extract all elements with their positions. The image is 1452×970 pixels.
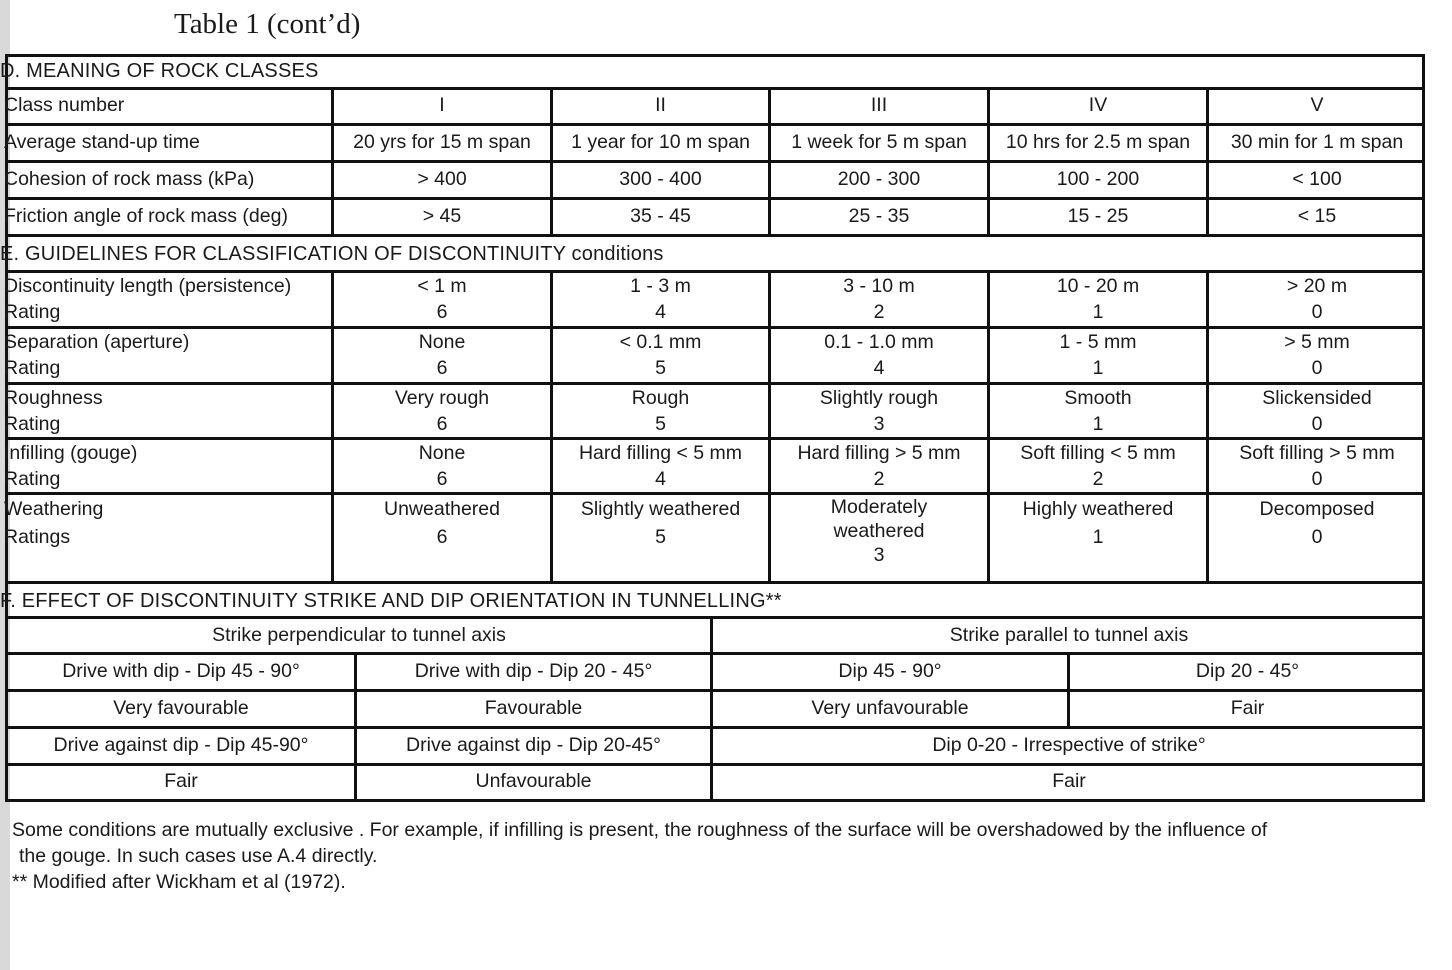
cell-value: > 400 [334,163,553,197]
condition: 0.1 - 1.0 mm [824,331,934,353]
cell-value [334,440,553,492]
cell-value [334,273,553,326]
cell-value: Favourable [357,692,713,726]
condition: Unweathered [384,498,500,520]
class-1: I [334,90,553,123]
cell-value [771,440,990,492]
cell-value: Dip 45 - 90° [713,655,1070,689]
row-label: Friction angle of rock mass (deg) [4,200,334,234]
condition-cont: weathered [833,520,925,542]
rating: 0 [1311,468,1323,490]
cell-value: Drive with dip - Dip 45 - 90° [8,655,357,689]
table-row [8,692,1422,729]
condition: 1 - 3 m [630,275,691,297]
cell-value [553,440,771,492]
condition: Hard filling > 5 mm [797,442,961,464]
section-e-title: E. GUIDELINES FOR CLASSIFICATION OF DISCONTINUITY conditions [0,243,664,265]
cell-value [990,385,1209,437]
cell-value: 35 - 45 [553,200,771,234]
cell-value [771,385,990,437]
cell-value: > 45 [334,200,553,234]
cell-value: Very favourable [8,692,357,726]
table-row [4,163,1422,200]
table-row [4,440,1422,495]
cell-value: Fair [1230,697,1265,719]
cell-value: 10 hrs for 2.5 m span [990,126,1209,160]
cell-value [771,273,990,326]
label-text: Weathering [4,498,104,520]
section-e-header [0,237,1422,273]
table-row [8,655,1422,692]
condition: Slightly rough [819,387,939,409]
rating: 4 [873,357,885,379]
cell-value: 30 min for 1 m span [1230,131,1404,153]
section-d-header [0,57,1422,90]
row-label [4,440,334,492]
row-label: Cohesion of rock mass (kPa) [4,163,334,197]
class-4: IV [990,90,1209,123]
cell-value [334,329,553,382]
cell-value [553,495,771,581]
cell-value: 20 yrs for 15 m span [334,126,553,160]
label-rating: Rating [4,301,61,323]
strike-perpendicular-header: Strike perpendicular to tunnel axis [8,619,713,652]
cell-value: Fair [1052,770,1086,792]
condition: Moderately [830,496,928,518]
rating: 5 [655,413,666,435]
condition: > 20 m [1286,275,1348,297]
rating: 6 [436,526,448,548]
cell-value [771,495,990,581]
rating: 6 [436,301,448,323]
rating: 1 [1092,413,1104,435]
rating: 1 [1092,357,1104,379]
cell-value [553,273,771,326]
rating: 5 [655,357,666,379]
section-f-title: F. EFFECT OF DISCONTINUITY STRIKE AND DIP ORIENTATION IN TUNNELLING** [0,590,782,612]
label-rating: Rating [4,468,61,490]
cell-value: 1 year for 10 m span [553,126,771,160]
cell-value [334,385,553,437]
cell-value [1209,273,1425,326]
cell-value [553,385,771,437]
label-text: Infilling (gouge) [4,442,138,464]
rating: 0 [1311,413,1323,435]
cell-value [990,495,1209,581]
cell-value [990,440,1209,492]
footnotes [12,817,1267,895]
condition: Decomposed [1259,498,1375,520]
condition: Slickensided [1262,387,1372,409]
cell-value: Drive against dip - Dip 45-90° [8,729,357,763]
cell-value [990,329,1209,382]
table-row [8,729,1422,766]
table-row [4,126,1422,163]
class-2: II [553,90,771,123]
rating: 0 [1311,357,1323,379]
cell-value: Dip 20 - 45° [1195,660,1300,682]
rating: 5 [655,526,666,548]
row-label [4,495,334,581]
row-label: Class number [4,90,334,123]
condition: Rough [631,387,690,409]
footnote-line: Some conditions are mutually exclusive . For example, if infilling is present, the roughness of the surface will be overshadowed by the influence of [12,819,1268,841]
condition: 1 - 5 mm [1059,331,1137,353]
condition: 3 - 10 m [843,275,915,297]
label-text: Roughness [4,387,103,409]
cell-value: 25 - 35 [771,200,990,234]
label-text: Discontinuity length (persistence) [4,275,292,297]
cell-value: Very unfavourable [713,692,1070,726]
rating: 0 [1311,526,1323,548]
table-row [4,90,1422,126]
section-f-header [0,584,1422,619]
cell-value: Drive with dip - Dip 20 - 45° [357,655,713,689]
table-row [4,273,1422,329]
rating: 1 [1092,301,1104,323]
condition: 10 - 20 m [1056,275,1140,297]
condition: Slightly weathered [580,498,741,520]
section-d-title: D. MEANING OF ROCK CLASSES [0,60,319,82]
table-row [4,495,1422,584]
cell-value: 100 - 200 [990,163,1209,197]
condition: None [418,331,466,353]
cell-value: Drive against dip - Dip 20-45° [357,729,713,763]
rating: 3 [873,413,885,435]
rating: 4 [655,301,666,323]
cell-value [771,329,990,382]
cell-value: Dip 0-20 - Irrespective of strike° [932,734,1206,756]
table-row [4,200,1422,237]
cell-value [1209,440,1425,492]
table-row [4,385,1422,440]
rating: 2 [1092,468,1104,490]
rating: 1 [1092,526,1104,548]
rock-mass-table [0,54,1425,802]
cell-value: Unfavourable [357,766,713,800]
rating: 4 [655,468,666,490]
cell-value: < 15 [1297,205,1337,227]
rating: 2 [873,301,885,323]
cell-value [990,273,1209,326]
table-row [4,329,1422,385]
condition: Smooth [1064,387,1132,409]
cell-value [553,329,771,382]
condition: Very rough [394,387,490,409]
cell-value: 200 - 300 [771,163,990,197]
cell-value: < 100 [1292,168,1342,190]
cell-value [1209,329,1425,382]
footnote-line: ** Modified after Wickham et al (1972). [12,871,346,893]
condition: Soft filling < 5 mm [1020,442,1176,464]
row-label: Average stand-up time [4,126,334,160]
cell-value [1209,495,1425,581]
cell-value: 15 - 25 [990,200,1209,234]
rating: 6 [436,357,448,379]
footnote-line: the gouge. In such cases use A.4 directly. [19,845,378,867]
table-row [8,766,1422,800]
rating: 2 [873,468,885,490]
rating: 6 [436,413,448,435]
rating: 3 [873,544,885,566]
condition: Hard filling < 5 mm [578,442,743,464]
label-rating: Ratings [4,526,71,548]
row-label [4,273,334,326]
cell-value: 1 week for 5 m span [771,126,990,160]
rating: 6 [436,468,448,490]
cell-value [1209,385,1425,437]
condition: Highly weathered [1022,498,1174,520]
row-label [4,329,334,382]
condition: < 0.1 mm [619,331,702,353]
condition: Soft filling > 5 mm [1239,442,1395,464]
class-5: V [1310,94,1324,116]
row-label [4,385,334,437]
class-3: III [771,90,990,123]
cell-value: Fair [8,766,357,800]
condition: < 1 m [417,275,467,297]
strike-parallel-header: Strike parallel to tunnel axis [949,624,1189,646]
cell-value [334,495,553,581]
condition: > 5 mm [1284,331,1350,353]
table-row [8,619,1422,655]
label-text: Separation (aperture) [4,331,190,353]
label-rating: Rating [4,413,61,435]
rating: 0 [1311,301,1323,323]
cell-value: 300 - 400 [553,163,771,197]
table-caption: Table 1 (cont’d) [174,8,361,40]
condition: None [418,442,466,464]
label-rating: Rating [4,357,61,379]
